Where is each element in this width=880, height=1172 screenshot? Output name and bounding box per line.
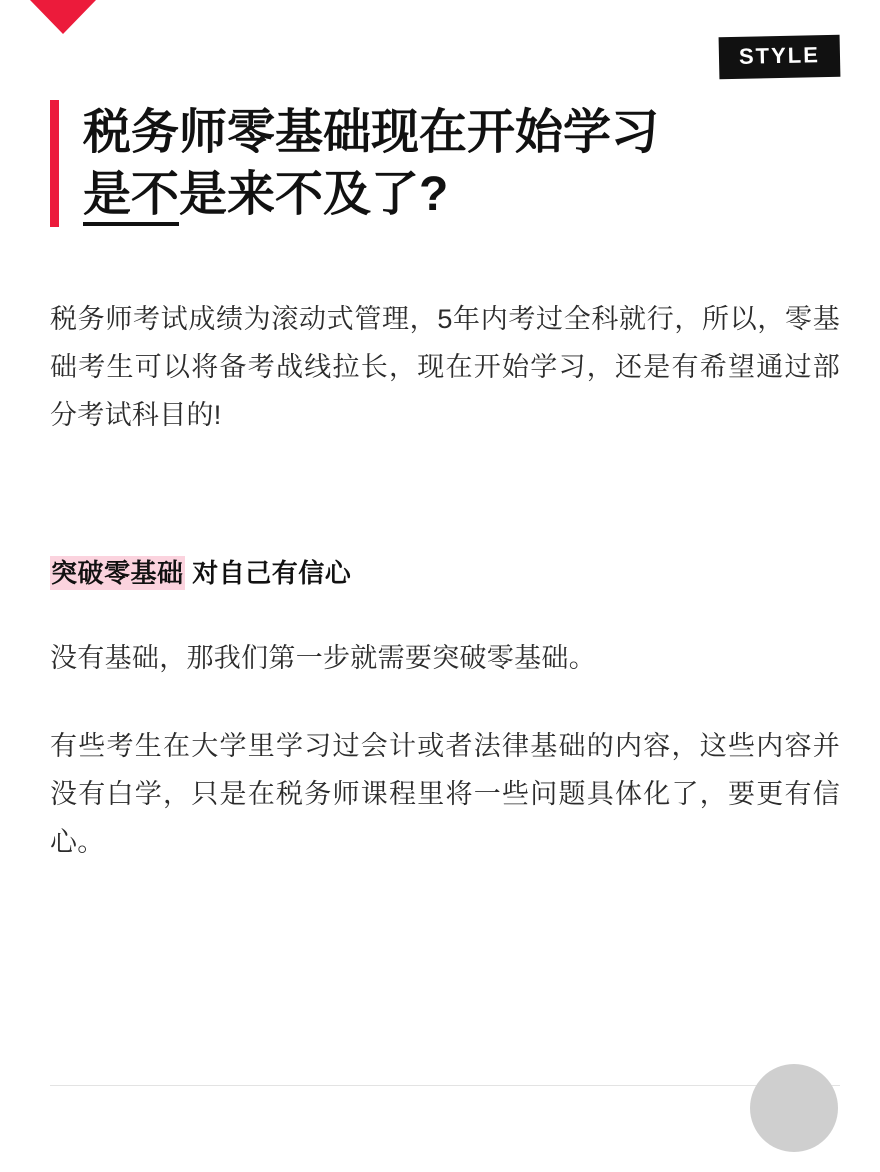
section-subheading xyxy=(50,553,351,590)
body-paragraph-2: 没有基础，那我们第一步就需要突破零基础。 xyxy=(50,643,596,673)
body-paragraph-3: 有些考生在大学里学习过会计或者法律基础的内容，这些内容并没有白学，只是在税务师课程里将一些问题具体化了，要更有信心。 xyxy=(50,731,840,858)
title-line-2 xyxy=(83,164,659,226)
title-rest-part: 是来不及了? xyxy=(179,168,449,222)
section-divider xyxy=(50,1085,840,1086)
style-badge: STYLE xyxy=(719,35,841,80)
title-accent-bar xyxy=(50,100,59,227)
title-line-1: 税务师零基础现在开始学习 xyxy=(83,106,660,159)
floating-action-button[interactable] xyxy=(750,1064,838,1152)
intro-paragraph: 税务师考试成绩为滚动式管理，5年内考过全科就行，所以，零基础考生可以将备考战线拉长，现在开始学习，还是有希望通过部分考试科目的! xyxy=(50,304,840,431)
page-title xyxy=(50,100,840,227)
title-underlined-part: 是不 xyxy=(83,168,179,226)
red-triangle-icon xyxy=(30,0,96,34)
title-text xyxy=(83,100,659,227)
subheading-rest: 对自己有信心 xyxy=(184,558,352,588)
subheading-highlight: 突破零基础 xyxy=(51,558,184,588)
